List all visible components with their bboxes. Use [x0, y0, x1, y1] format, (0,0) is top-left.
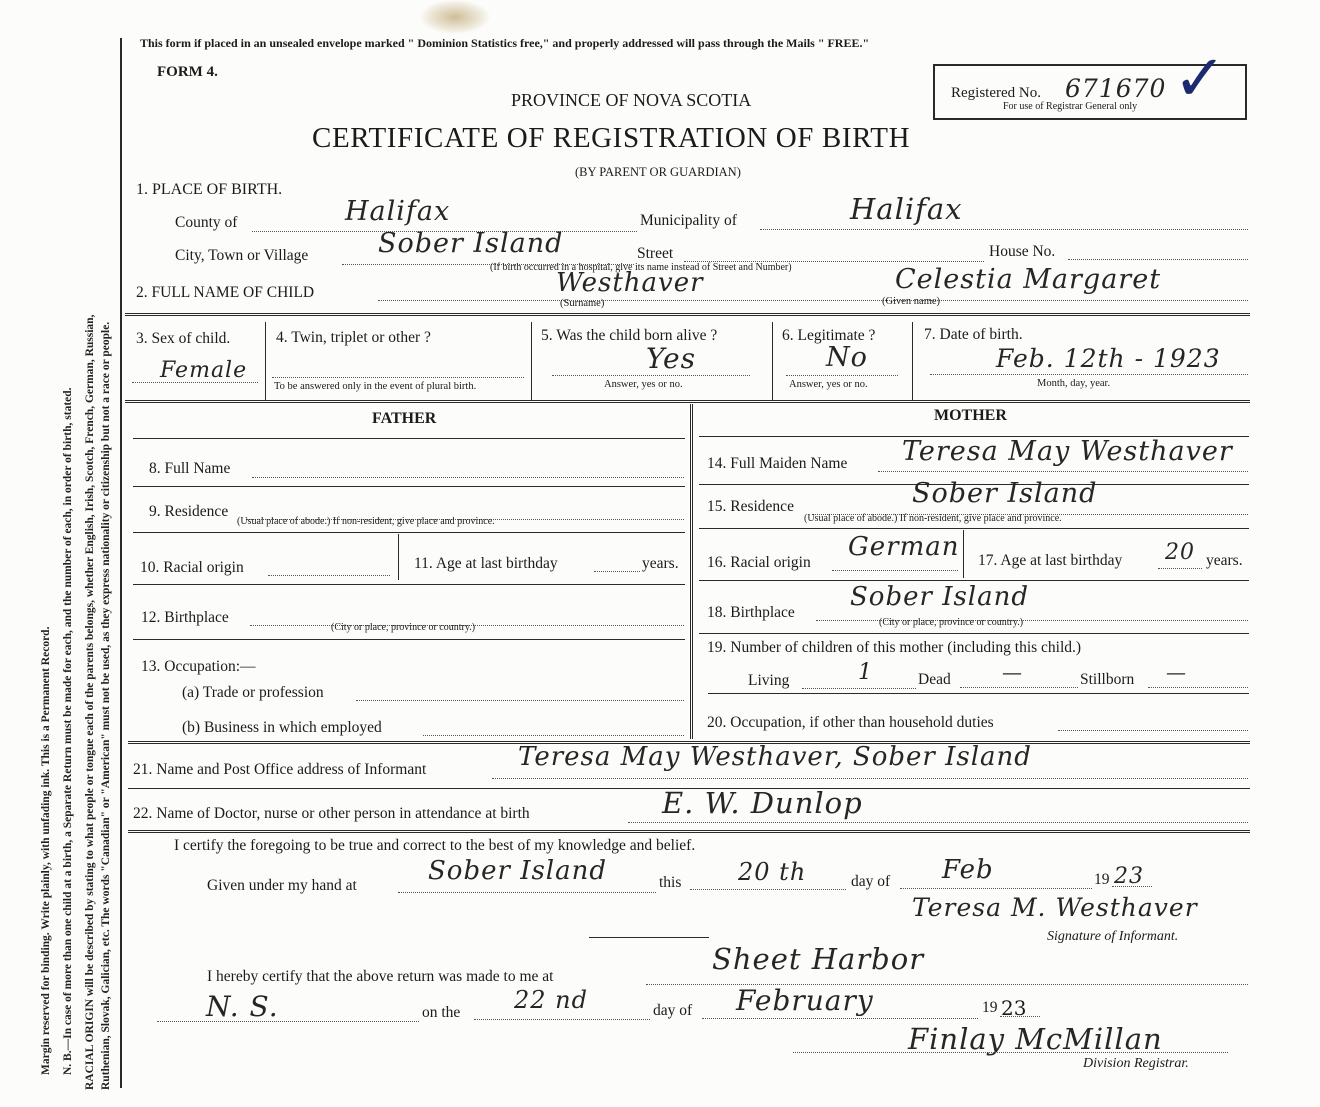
certify-month-value: Feb [942, 855, 994, 885]
father-racial-label: 10. Racial origin [140, 559, 244, 576]
mother-residence-label: 15. Residence [707, 498, 794, 515]
mother-name-value: Teresa May Westhaver [902, 436, 1233, 467]
father-age-label: 11. Age at last birthday [414, 555, 558, 572]
place-of-birth-heading: 1. PLACE OF BIRTH. [136, 181, 283, 198]
certify-year-prefix: 19 [1094, 871, 1110, 888]
dead-value: — [1002, 660, 1023, 684]
legitimate-value: No [826, 342, 868, 373]
twin-label: 4. Twin, triplet or other ? [276, 329, 431, 346]
margin-note-binding: Margin reserved for binding. Write plainly, with unfading ink. This is a Permanent Record. [40, 626, 52, 1075]
father-birthplace-note: (City or place, province or country.) [331, 622, 476, 633]
dob-note: Month, day, year. [1037, 378, 1111, 389]
mother-birthplace-value: Sober Island [850, 582, 1030, 612]
father-age-unit: years. [642, 555, 679, 572]
city-label: City, Town or Village [175, 247, 309, 264]
registrar-month-value: February [736, 984, 874, 1017]
father-name-label: 8. Full Name [149, 460, 231, 477]
registered-number-box [933, 42, 1247, 120]
registrar-certify-text: I hereby certify that the above return was made to me at [207, 968, 554, 985]
dob-label: 7. Date of birth. [924, 326, 1023, 343]
mother-birthplace-label: 18. Birthplace [707, 604, 795, 621]
registrar-day-value: 22 nd [514, 986, 588, 1014]
province-heading: PROVINCE OF NOVA SCOTIA [511, 90, 752, 110]
certify-dayof-label: day of [851, 873, 891, 890]
mother-residence-value: Sober Island [912, 478, 1098, 509]
certify-day-value: 20 th [738, 858, 807, 886]
father-trade-label: (a) Trade or profession [182, 684, 324, 701]
registrar-year-prefix: 19 [982, 999, 998, 1016]
margin-note-multiple-births: N. B.—In case of more than one child at a birth, a Separate Return must be made for each, and the number of each, in order of birth, stated. [62, 387, 74, 1075]
father-business-label: (b) Business in which employed [182, 719, 382, 736]
given-name-note: (Given name) [882, 296, 941, 307]
municipality-value: Halifax [850, 192, 963, 226]
registered-label: Registered No. [951, 85, 1041, 101]
mother-age-unit: years. [1206, 552, 1243, 569]
sex-label: 3. Sex of child. [136, 330, 231, 347]
mother-heading: MOTHER [934, 407, 1007, 424]
hospital-note: (If birth occurred in a hospital, give its name instead of Street and Number) [490, 262, 792, 273]
mother-racial-label: 16. Racial origin [707, 554, 811, 571]
municipality-label: Municipality of [640, 212, 737, 229]
father-residence-label: 9. Residence [149, 503, 229, 520]
margin-note-racial-origin: RACIAL ORIGIN will be described by stating to what people or tongue each of the parents belongs, whether English, Irish, Scotch, French, German, Russian, [84, 314, 96, 1090]
mother-occupation-label: 20. Occupation, if other than household duties [707, 714, 994, 731]
certify-year-value: 23 [1114, 864, 1144, 889]
mother-birthplace-note: (City or place, province or country.) [879, 617, 1024, 628]
given-under-label: Given under my hand at [207, 877, 357, 894]
checkmark-icon: ✓ [1173, 42, 1227, 116]
paper-stain [420, 0, 490, 34]
certify-text: I certify the foregoing to be true and correct to the best of my knowledge and belief. [174, 837, 696, 854]
mother-racial-value: German [848, 532, 960, 562]
given-place-value: Sober Island [428, 856, 608, 886]
registrar-year-value: 23 [1001, 996, 1027, 1020]
registrar-signature-label: Division Registrar. [1083, 1056, 1189, 1071]
surname-note: (Surname) [560, 298, 605, 309]
living-label: Living [748, 672, 790, 689]
registrar-dayof-label: day of [653, 1002, 693, 1019]
stillborn-value: — [1166, 660, 1187, 684]
mother-age-value: 20 [1165, 540, 1195, 565]
registrar-province-value: N. S. [206, 990, 279, 1023]
child-given-name: Celestia Margaret [895, 264, 1162, 295]
dob-value: Feb. 12th - 1923 [996, 344, 1221, 373]
mother-age-label: 17. Age at last birthday [978, 552, 1123, 569]
registrar-note: For use of Registrar General only [1003, 101, 1138, 112]
registrar-signature: Finlay McMillan [908, 1022, 1163, 1056]
stillborn-label: Stillborn [1080, 671, 1135, 688]
registrar-place-value: Sheet Harbor [712, 942, 925, 976]
alive-label: 5. Was the child born alive ? [541, 327, 718, 344]
legitimate-note: Answer, yes or no. [789, 379, 868, 390]
doctor-label: 22. Name of Doctor, nurse or other person in attendance at birth [133, 805, 530, 822]
children-count-label: 19. Number of children of this mother (including this child.) [707, 639, 1082, 656]
registrar-onthe-label: on the [422, 1004, 461, 1021]
father-birthplace-label: 12. Birthplace [141, 609, 229, 626]
child-surname: Westhaver [556, 268, 704, 298]
father-occupation-label: 13. Occupation:— [141, 658, 256, 675]
certificate-title: CERTIFICATE OF REGISTRATION OF BIRTH [312, 122, 911, 154]
left-border-line [120, 38, 122, 1088]
alive-value: Yes [646, 342, 696, 375]
house-number-label: House No. [989, 243, 1056, 260]
sex-value: Female [160, 358, 248, 383]
county-value: Halifax [345, 196, 451, 227]
informant-label: 21. Name and Post Office address of Informant [133, 761, 427, 778]
mother-name-label: 14. Full Maiden Name [707, 455, 848, 472]
alive-note: Answer, yes or no. [604, 379, 683, 390]
this-label: this [659, 874, 682, 891]
informant-value: Teresa May Westhaver, Sober Island [518, 742, 1032, 772]
certificate-subtitle: (BY PARENT OR GUARDIAN) [575, 165, 741, 179]
city-value: Sober Island [378, 228, 564, 259]
doctor-value: E. W. Dunlop [662, 786, 863, 820]
informant-signature-label: Signature of Informant. [1047, 929, 1179, 944]
father-residence-note: (Usual place of abode.) If non-resident, give place and province. [237, 516, 495, 527]
margin-note-racial-origin-cont: Ruthenian, Slovak, Galician, etc. The words "Canadian" or "American" must not be used, as they express nationality or citizenship but not a race or people. [100, 321, 112, 1090]
informant-signature: Teresa M. Westhaver [912, 893, 1198, 922]
twin-note: To be answered only in the event of plural birth. [274, 381, 477, 392]
street-label: Street [637, 245, 674, 262]
form-number: FORM 4. [157, 64, 218, 80]
registered-number: 671670 [1065, 74, 1167, 103]
mother-residence-note: (Usual place of abode.) If non-resident, give place and province. [804, 513, 1062, 524]
dead-label: Dead [918, 671, 951, 688]
living-value: 1 [858, 660, 873, 685]
legitimate-label: 6. Legitimate ? [782, 327, 876, 344]
father-heading: FATHER [372, 410, 437, 427]
postal-note: This form if placed in an unsealed envelope marked " Dominion Statistics free," and properly addressed will pass through the Mails " FREE." [140, 36, 870, 50]
child-name-label: 2. FULL NAME OF CHILD [136, 284, 315, 301]
county-label: County of [175, 214, 238, 231]
